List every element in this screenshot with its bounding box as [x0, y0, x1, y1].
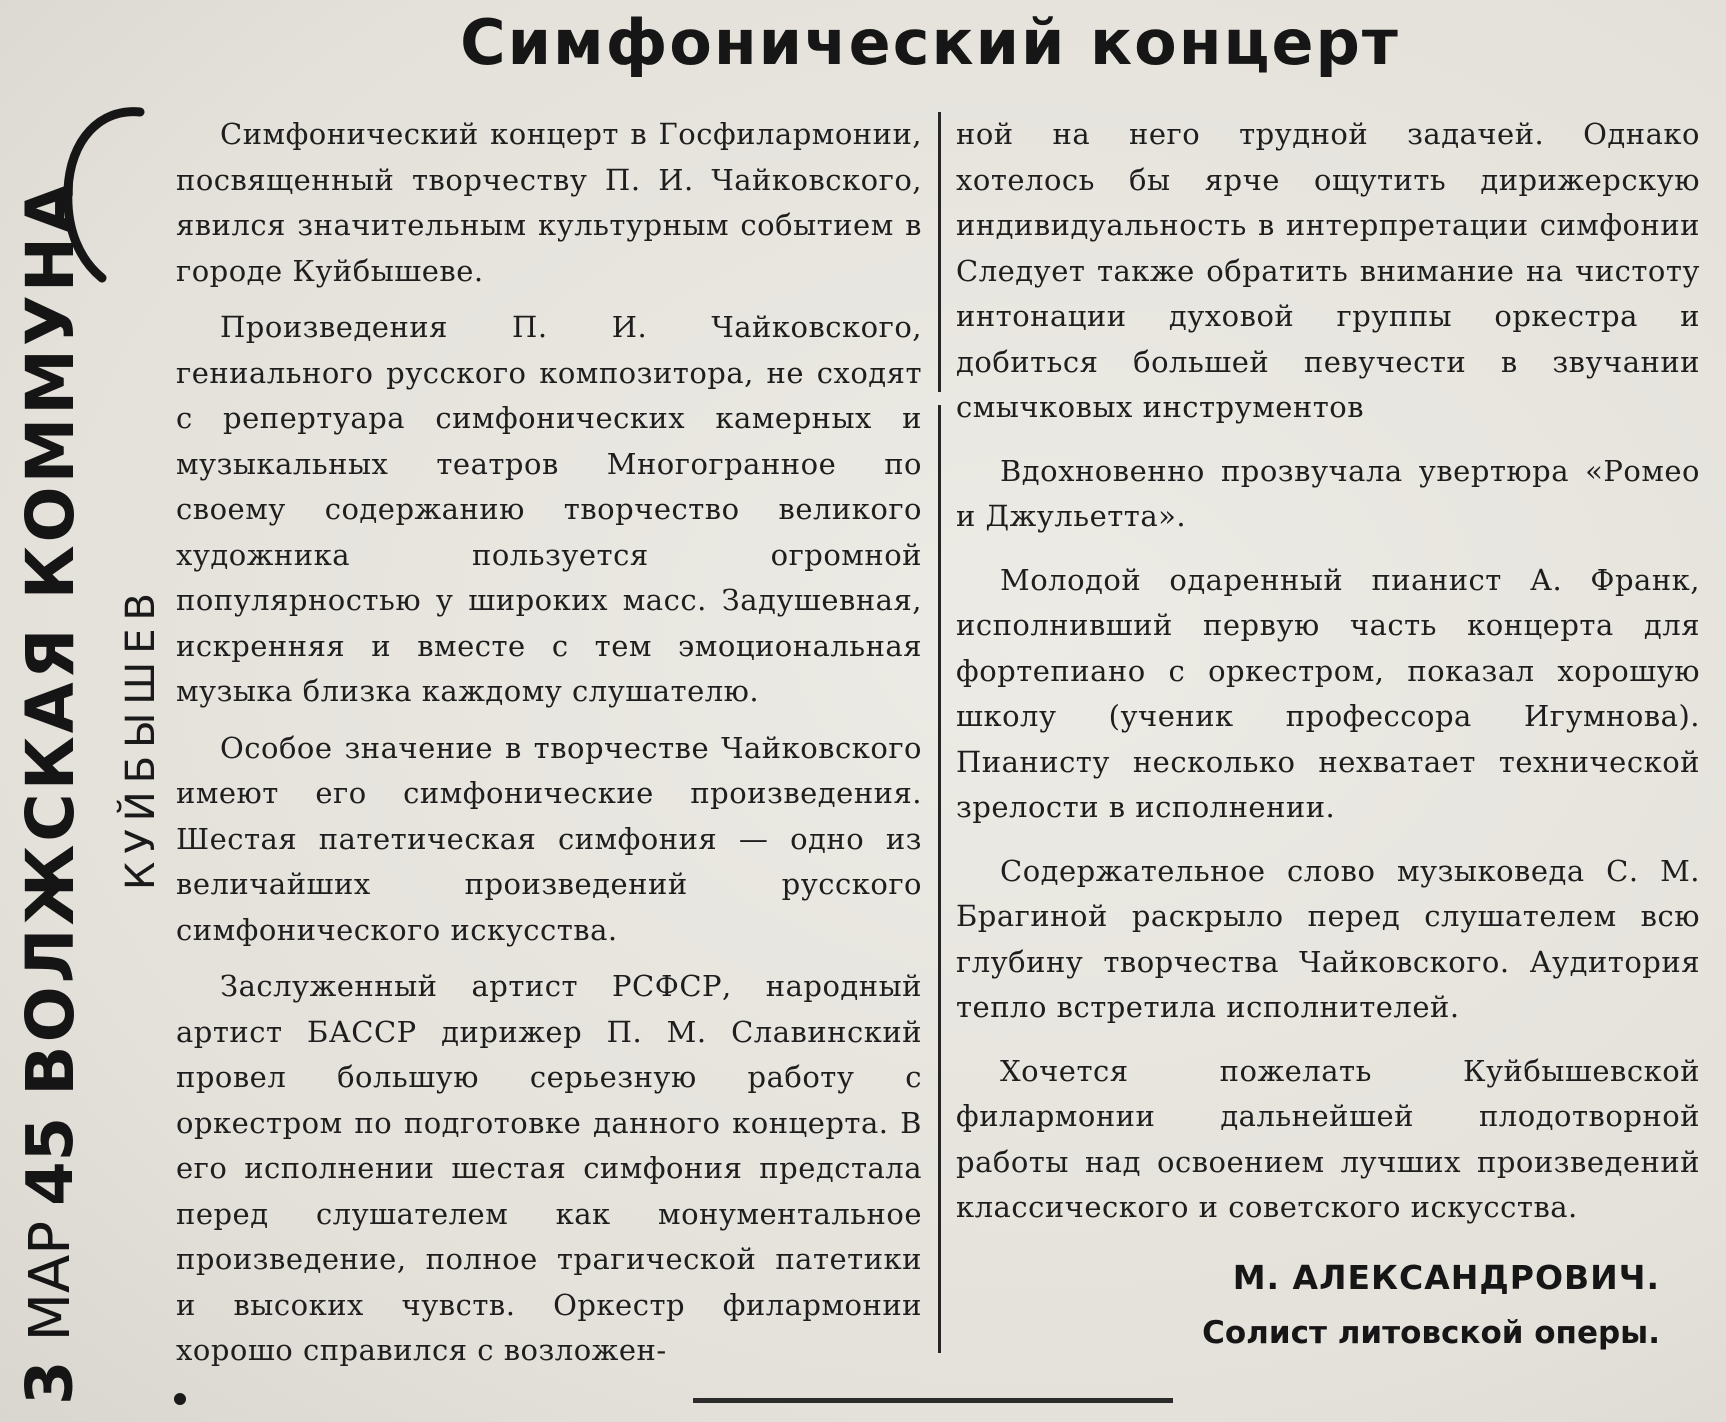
author-role: Солист литовской оперы. — [1202, 1315, 1660, 1351]
author-name: М. АЛЕКСАНДРОВИЧ. — [1232, 1258, 1660, 1297]
paragraph-continuation: ной на него трудной задачей. Однако хотелось бы ярче ощутить дирижерскую индивидуальность в интерпретации симфонии Следует также обратить внимание на чистоту интонации духовой группы оркестра и добиться большей певучести в звучании смычковых инструментов — [956, 117, 1700, 424]
left-column — [176, 112, 922, 1374]
paragraph: Содержательное слово музыковеда С. М. Брагиной раскрыло перед слушателем всю глубину творчества Чайковского. Аудитория тепло встретила исполнителей. — [956, 853, 1700, 1024]
paragraph: Вдохновенно прозвучала увертюра «Ромео и Джульетта». — [956, 453, 1700, 533]
stamp-month: МАР — [18, 1220, 83, 1342]
stamp-city: КУЙБЫШЕВ — [118, 585, 164, 890]
column-divider — [938, 405, 941, 1353]
paragraph: Хочется пожелать Куйбышевской филармонии дальнейшей плодотворной работы над освоением лучших произведений классического и советского искусства. — [956, 1053, 1700, 1224]
paragraph: Произведения П. И. Чайковского, гениального русского композитора, не сходят с репертуара симфонических камерных и музыкальных театров Многогранное по своему содержанию творчество великого художника пользуется огромной популярностью у широких масс. Задушевная, искренняя и вместе с тем эмоциональная музыка близка каждому слушателю. — [176, 310, 922, 708]
ink-dot — [174, 1393, 186, 1405]
column-divider — [938, 112, 941, 392]
paragraph: Симфонический концерт в Госфилармонии, посвященный творчеству П. И. Чайковского, явился значительным культурным событием в городе Куйбышеве. — [176, 117, 922, 288]
stamp-newspaper: ВОЛЖСКАЯ КОММУНА — [12, 179, 89, 1096]
paragraph: Особое значение в творчестве Чайковского имеют его симфонические произведения. Шестая патетическая симфония — одно из величайших произведений русского симфонического искусства. — [176, 730, 922, 947]
paragraph: Заслуженный артист РСФСР, народный артист БАССР дирижер П. М. Славинский провел большую серьезную работу с оркестром по подготовке данного концерта. В его исполнении шестая симфония предстала перед слушателем как монументальное произведение, полное трагической патетики и высоких чувств. Оркестр филармонии хорошо справился с возложен- — [176, 969, 922, 1367]
article-headline: Симфонический концерт — [460, 6, 1400, 79]
stamp-day: 3 — [13, 1360, 88, 1405]
bottom-rule — [693, 1398, 1173, 1403]
author-signature — [1202, 1258, 1660, 1351]
right-column — [956, 112, 1700, 1231]
stamp-year: 45 — [13, 1116, 88, 1206]
paragraph: Молодой одаренный пианист А. Франк, исполнивший первую часть концерта для фортепиано с оркестром, показал хорошую школу (ученик профессора Игумнова). Пианисту несколько нехватает технической зрелости в исполнении. — [956, 562, 1700, 824]
library-stamp — [12, 180, 89, 1405]
